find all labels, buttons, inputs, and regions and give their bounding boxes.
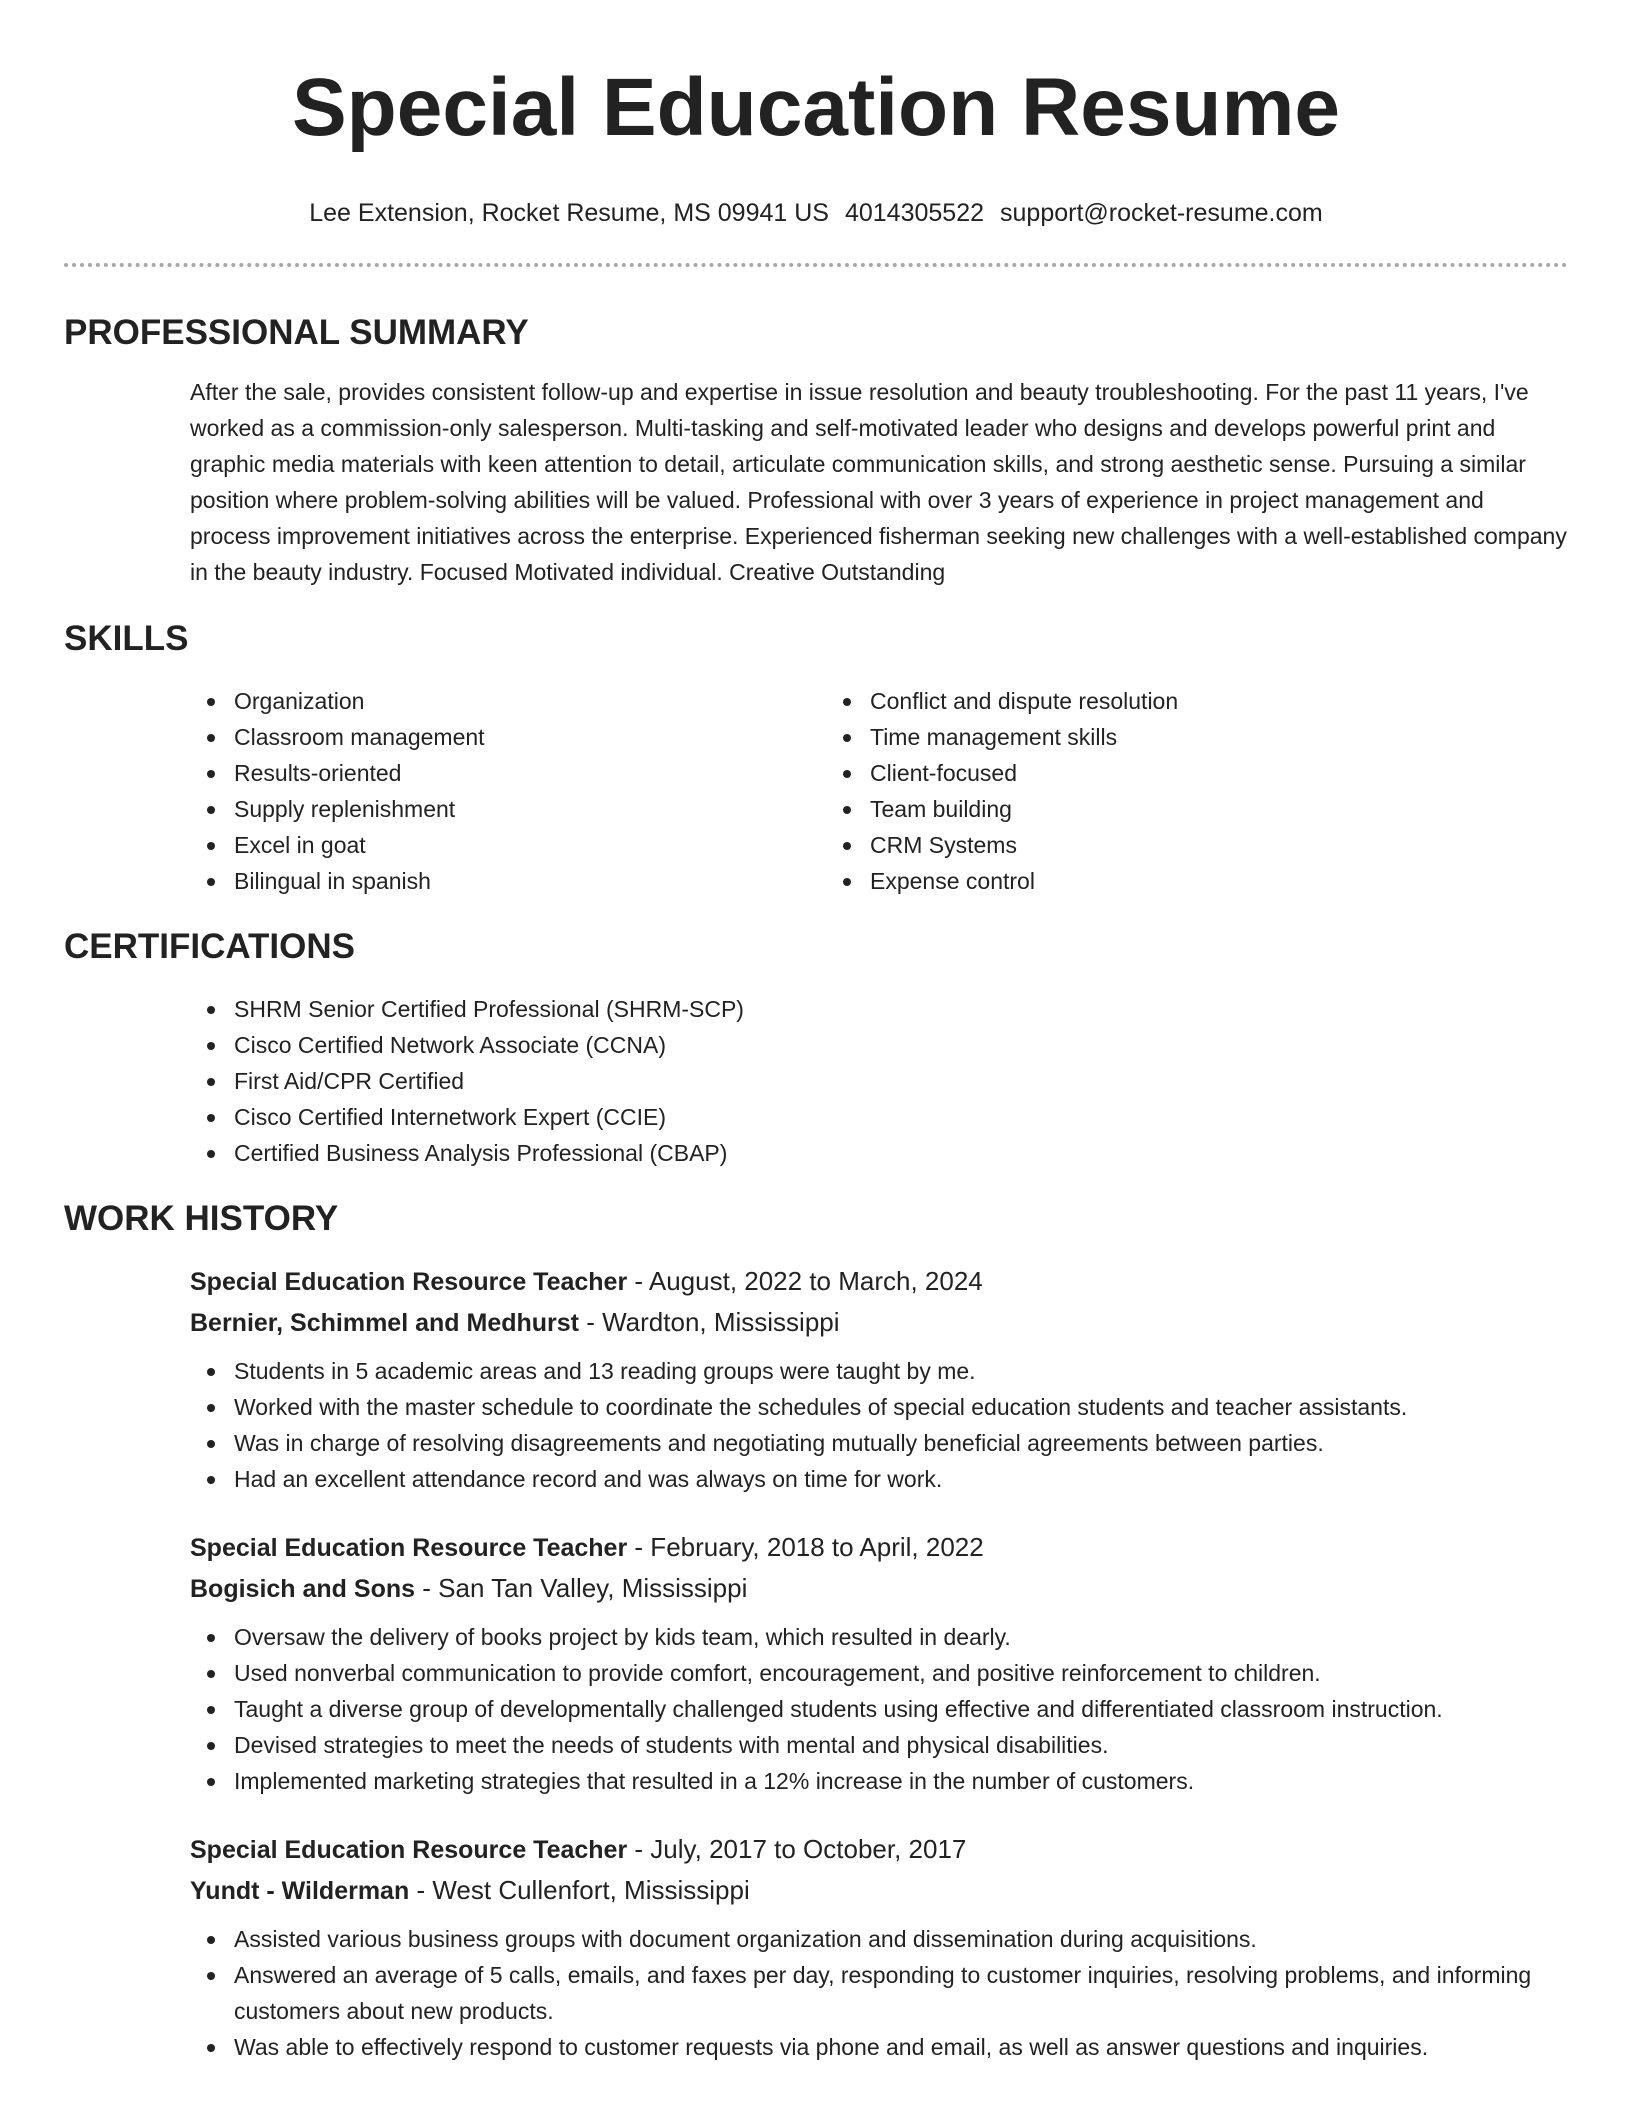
skill-item: Results-oriented <box>234 755 826 791</box>
section-title-skills: SKILLS <box>64 619 189 658</box>
job-dates: - August, 2022 to March, 2024 <box>627 1266 983 1296</box>
job-location: - San Tan Valley, Mississippi <box>415 1573 748 1603</box>
skill-item: Team building <box>870 791 1462 827</box>
skill-item: Time management skills <box>870 719 1462 755</box>
skill-item: Supply replenishment <box>234 791 826 827</box>
job-company: Bogisich and Sons <box>190 1575 416 1603</box>
job-entry <box>190 1261 1568 1497</box>
job-location: - West Cullenfort, Mississippi <box>409 1875 750 1905</box>
skill-item: Bilingual in spanish <box>234 863 826 899</box>
skill-item: Expense control <box>870 863 1462 899</box>
job-company-line <box>190 1302 1568 1343</box>
job-bullet: Students in 5 academic areas and 13 reading groups were taught by me. <box>234 1353 1568 1389</box>
skill-item: Classroom management <box>234 719 826 755</box>
skills-column-right <box>826 683 1462 899</box>
job-bullets <box>190 1619 1568 1799</box>
job-company: Yundt - Wilderman <box>190 1877 410 1905</box>
section-title-certifications: CERTIFICATIONS <box>64 927 356 966</box>
job-title: Special Education Resource Teacher <box>190 1268 628 1296</box>
certification-item: Cisco Certified Network Associate (CCNA) <box>234 1027 1568 1063</box>
job-location: - Wardton, Mississippi <box>579 1307 840 1337</box>
certification-item: Certified Business Analysis Professional (CBAP) <box>234 1135 1568 1171</box>
skill-item: Organization <box>234 683 826 719</box>
summary-text: After the sale, provides consistent follow-up and expertise in issue resolution and beauty troubleshooting. For the past 11 years, I've worked as a commission-only salesperson. Multi-tasking and self-motivated leader who designs and develops powerful print and graphic media materials with keen attention to detail, articulate communication skills, and strong aesthetic sense. Pursuing a similar position where problem-solving abilities will be valued. Professional with over 3 years of experience in project management and process improvement initiatives across the enterprise. Experienced fisherman seeking new challenges with a well-established company in the beauty industry. Focused Motivated individual. Creative Outstanding <box>190 379 1567 585</box>
contact-phone: 4014305522 <box>844 199 985 227</box>
job-bullet: Devised strategies to meet the needs of students with mental and physical disabilities. <box>234 1727 1568 1763</box>
contact-address: Lee Extension, Rocket Resume, MS 09941 US <box>309 199 829 227</box>
job-title: Special Education Resource Teacher <box>190 1534 628 1562</box>
job-dates: - July, 2017 to October, 2017 <box>627 1834 967 1864</box>
section-title-work-history: WORK HISTORY <box>64 1199 339 1238</box>
job-bullet: Answered an average of 5 calls, emails, and faxes per day, responding to customer inquiries, resolving problems, and informing customers about new products. <box>234 1957 1568 2029</box>
job-bullet: Had an excellent attendance record and was always on time for work. <box>234 1461 1568 1497</box>
certification-item: SHRM Senior Certified Professional (SHRM-SCP) <box>234 991 1568 1027</box>
job-bullet: Assisted various business groups with document organization and dissemination during acquisitions. <box>234 1921 1568 1957</box>
job-bullet: Used nonverbal communication to provide comfort, encouragement, and positive reinforcement to children. <box>234 1655 1568 1691</box>
job-company-line <box>190 1568 1568 1609</box>
contact-line <box>64 198 1568 228</box>
skill-item: CRM Systems <box>870 827 1462 863</box>
job-bullet: Oversaw the delivery of books project by kids team, which resulted in dearly. <box>234 1619 1568 1655</box>
job-company-line <box>190 1870 1568 1911</box>
job-entry <box>190 1829 1568 2065</box>
skills-list <box>190 683 1568 899</box>
job-title: Special Education Resource Teacher <box>190 1836 628 1864</box>
job-bullet: Implemented marketing strategies that resulted in a 12% increase in the number of customers. <box>234 1763 1568 1799</box>
job-bullet: Worked with the master schedule to coordinate the schedules of special education students and teacher assistants. <box>234 1389 1568 1425</box>
job-title-line <box>190 1527 1568 1568</box>
header-divider <box>64 263 1568 267</box>
job-title-line <box>190 1829 1568 1870</box>
job-bullet: Was in charge of resolving disagreements and negotiating mutually beneficial agreements between parties. <box>234 1425 1568 1461</box>
certifications-list <box>190 991 1568 1171</box>
job-company: Bernier, Schimmel and Medhurst <box>190 1309 579 1337</box>
job-bullet: Was able to effectively respond to customer requests via phone and email, as well as answer questions and inquiries. <box>234 2029 1568 2065</box>
job-title-line <box>190 1261 1568 1302</box>
certification-item: Cisco Certified Internetwork Expert (CCIE) <box>234 1099 1568 1135</box>
certification-item: First Aid/CPR Certified <box>234 1063 1568 1099</box>
contact-email: support@rocket-resume.com <box>1000 199 1323 227</box>
job-dates: - February, 2018 to April, 2022 <box>627 1532 984 1562</box>
resume-title: Special Education Resume <box>291 62 1341 153</box>
skill-item: Conflict and dispute resolution <box>870 683 1462 719</box>
section-title-summary: PROFESSIONAL SUMMARY <box>64 313 529 352</box>
job-bullet: Taught a diverse group of developmentally challenged students using effective and differentiated classroom instruction. <box>234 1691 1568 1727</box>
skill-item: Excel in goat <box>234 827 826 863</box>
job-entry <box>190 1527 1568 1799</box>
job-bullets <box>190 1921 1568 2065</box>
skills-column-left <box>190 683 826 899</box>
skill-item: Client-focused <box>870 755 1462 791</box>
job-bullets <box>190 1353 1568 1497</box>
